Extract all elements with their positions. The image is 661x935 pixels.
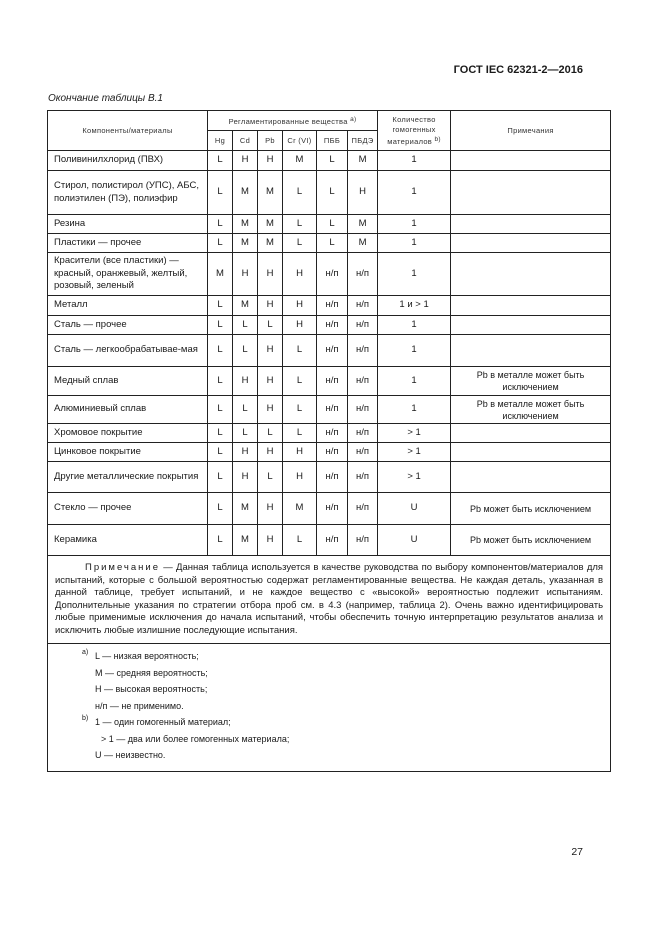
row-note: [451, 151, 611, 171]
substance-value: H: [283, 316, 317, 335]
footnote-a-line: H — высокая вероятность;: [95, 684, 208, 694]
component-name: Стирол, полистирол (УПС), АБС, полиэтилен (ПЭ), полиэфир: [48, 171, 208, 215]
substance-value: L: [208, 335, 233, 367]
footnote-b-line: U — неизвестно.: [95, 750, 166, 760]
quantity-value: 1: [378, 396, 451, 424]
substance-value: н/п: [317, 316, 348, 335]
table-row: [48, 253, 611, 296]
substance-value: н/п: [317, 462, 348, 493]
substance-value: н/п: [317, 493, 348, 525]
table-row: [48, 396, 611, 424]
component-name: Медный сплав: [48, 367, 208, 396]
component-name: Резина: [48, 215, 208, 234]
table-row: [48, 296, 611, 316]
substance-value: L: [283, 424, 317, 443]
quantity-value: 1: [378, 151, 451, 171]
table-row: [48, 367, 611, 396]
substance-value: L: [208, 493, 233, 525]
row-note: Pb в металле может быть исключением: [451, 367, 611, 396]
row-note: [451, 253, 611, 296]
substance-value: L: [208, 396, 233, 424]
substance-value: L: [208, 234, 233, 253]
quantity-value: U: [378, 493, 451, 525]
substance-value: L: [208, 215, 233, 234]
substance-value: M: [233, 215, 258, 234]
substance-value: M: [258, 215, 283, 234]
substance-value: н/п: [348, 493, 378, 525]
page-number: 27: [571, 846, 583, 858]
quantity-value: 1 и > 1: [378, 296, 451, 316]
header-pb: Pb: [258, 131, 283, 151]
substance-value: H: [258, 296, 283, 316]
substance-value: M: [233, 493, 258, 525]
quantity-value: 1: [378, 215, 451, 234]
component-name: Пластики — прочее: [48, 234, 208, 253]
footnote-b-mark: b): [82, 715, 89, 722]
header-notes: Примечания: [451, 111, 611, 151]
substance-value: L: [283, 335, 317, 367]
row-note: [451, 234, 611, 253]
substance-value: M: [348, 151, 378, 171]
substance-value: H: [233, 462, 258, 493]
substance-value: н/п: [348, 443, 378, 462]
quantity-value: U: [378, 525, 451, 556]
substance-value: L: [208, 171, 233, 215]
substance-value: н/п: [348, 316, 378, 335]
substance-value: н/п: [317, 443, 348, 462]
footnote-a-mark: a): [82, 649, 89, 656]
substance-value: L: [258, 424, 283, 443]
substance-value: H: [258, 253, 283, 296]
substance-value: H: [233, 367, 258, 396]
substance-value: H: [258, 396, 283, 424]
component-name: Другие металлические покрытия: [48, 462, 208, 493]
substance-value: н/п: [317, 335, 348, 367]
row-note: Pb в металле может быть исключением: [451, 396, 611, 424]
footnote-b-line: b) 1 — один гомогенный материал;: [48, 714, 610, 731]
substance-value: L: [233, 424, 258, 443]
component-name: Керамика: [48, 525, 208, 556]
substance-value: H: [233, 253, 258, 296]
substance-value: M: [208, 253, 233, 296]
substance-value: н/п: [348, 396, 378, 424]
row-note: [451, 296, 611, 316]
component-name: Алюминиевый сплав: [48, 396, 208, 424]
table-row: [48, 335, 611, 367]
substance-value: L: [233, 396, 258, 424]
substance-value: H: [258, 493, 283, 525]
table-caption: Окончание таблицы В.1: [48, 93, 163, 104]
substance-value: L: [283, 525, 317, 556]
quantity-value: 1: [378, 253, 451, 296]
table-row: [48, 424, 611, 443]
substance-value: н/п: [317, 396, 348, 424]
header-hg: Hg: [208, 131, 233, 151]
component-name: Цинковое покрытие: [48, 443, 208, 462]
quantity-value: 1: [378, 335, 451, 367]
quantity-value: > 1: [378, 443, 451, 462]
substance-value: L: [317, 234, 348, 253]
table-note: [48, 556, 611, 644]
table-row: [48, 171, 611, 215]
substance-value: L: [208, 525, 233, 556]
footnote-b-line: > 1 — два или более гомогенных материала;: [101, 733, 290, 744]
table-body: [48, 151, 611, 556]
substance-value: L: [283, 234, 317, 253]
footnote-a-line: a) L — низкая вероятность;: [48, 648, 610, 665]
substance-value: L: [317, 215, 348, 234]
note-lead: Примечание: [85, 562, 160, 573]
table-row: [48, 493, 611, 525]
footnote-a-line: M — средняя вероятность;: [95, 667, 208, 678]
substance-value: M: [258, 234, 283, 253]
quantity-value: 1: [378, 367, 451, 396]
quantity-value: 1: [378, 171, 451, 215]
substance-value: M: [283, 493, 317, 525]
header-cd: Cd: [233, 131, 258, 151]
substance-value: L: [208, 443, 233, 462]
substance-value: M: [283, 151, 317, 171]
substance-value: н/п: [348, 367, 378, 396]
component-name: Хромовое покрытие: [48, 424, 208, 443]
row-note: [451, 316, 611, 335]
substance-value: н/п: [317, 367, 348, 396]
substance-value: L: [233, 335, 258, 367]
header-pbde: ПБДЭ: [348, 131, 378, 151]
substance-value: н/п: [317, 253, 348, 296]
footnote-a-line: н/п — не применимо.: [95, 700, 184, 711]
substance-value: H: [348, 171, 378, 215]
component-name: Сталь — легкообрабатывае-мая: [48, 335, 208, 367]
component-name: Красители (все пластики) — красный, оранжевый, желтый, розовый, зеленый: [48, 253, 208, 296]
substance-value: L: [283, 367, 317, 396]
substances-table: [47, 110, 611, 772]
substance-value: H: [233, 443, 258, 462]
substance-value: н/п: [348, 253, 378, 296]
component-name: Стекло — прочее: [48, 493, 208, 525]
header-cr6: Cr (VI): [283, 131, 317, 151]
row-note: [451, 462, 611, 493]
substance-value: L: [208, 424, 233, 443]
component-name: Металл: [48, 296, 208, 316]
substance-value: M: [258, 171, 283, 215]
header-quantity: Количество гомогенных материалов b): [378, 111, 451, 151]
component-name: Поливинилхлорид (ПВХ): [48, 151, 208, 171]
substance-value: H: [258, 151, 283, 171]
table-row: [48, 234, 611, 253]
substance-value: M: [233, 234, 258, 253]
substance-value: L: [258, 316, 283, 335]
document-code: ГОСТ IEC 62321-2—2016: [453, 64, 583, 76]
substance-value: L: [317, 171, 348, 215]
header-regulated: Регламентированные вещества a): [208, 111, 378, 131]
substance-value: L: [283, 171, 317, 215]
substance-value: H: [283, 253, 317, 296]
substance-value: L: [208, 151, 233, 171]
table-row: [48, 316, 611, 335]
substance-value: H: [258, 525, 283, 556]
substance-value: н/п: [348, 525, 378, 556]
component-name: Сталь — прочее: [48, 316, 208, 335]
substance-value: н/п: [348, 462, 378, 493]
substance-value: M: [233, 525, 258, 556]
substance-value: H: [233, 151, 258, 171]
row-note: Pb может быть исключением: [451, 493, 611, 525]
substance-value: H: [258, 367, 283, 396]
note-text: — Данная таблица используется в качестве руководства по выбору компонентов/материалов для испытаний, которые с большой вероятностью содержат регламентированные вещества. Не каждая деталь, указанная в данной таблице, требует испытаний, и не каждое вещество с «высокой» вероятностью подлежит испытаниям. Дополнительные указания по стратегии отбора проб см. в 4.3 (например, таблица 2). Очень важно идентифицировать любые применимые исключения до начала испытаний, чтобы обеспечить точную интерпретацию результатов анализа и исключить любые излишние последующие испытания.: [55, 562, 604, 636]
row-note: [451, 335, 611, 367]
substance-value: н/п: [317, 296, 348, 316]
substance-value: L: [317, 151, 348, 171]
substance-value: L: [208, 367, 233, 396]
table-row: [48, 215, 611, 234]
substance-value: н/п: [317, 424, 348, 443]
substance-value: H: [283, 296, 317, 316]
substance-value: L: [258, 462, 283, 493]
substance-value: M: [348, 215, 378, 234]
table-row: [48, 443, 611, 462]
row-note: [451, 424, 611, 443]
substance-value: L: [208, 316, 233, 335]
substance-value: L: [208, 296, 233, 316]
substance-value: H: [258, 335, 283, 367]
substance-value: L: [283, 215, 317, 234]
table-footnotes: [48, 644, 611, 772]
header-pbb: ПББ: [317, 131, 348, 151]
table-row: [48, 151, 611, 171]
row-note: Pb может быть исключением: [451, 525, 611, 556]
row-note: [451, 443, 611, 462]
table-row: [48, 462, 611, 493]
substance-value: H: [258, 443, 283, 462]
substance-value: M: [233, 296, 258, 316]
substance-value: н/п: [317, 525, 348, 556]
substance-value: н/п: [348, 424, 378, 443]
substance-value: н/п: [348, 296, 378, 316]
substance-value: L: [208, 462, 233, 493]
row-note: [451, 171, 611, 215]
substance-value: L: [283, 396, 317, 424]
substance-value: M: [233, 171, 258, 215]
quantity-value: 1: [378, 234, 451, 253]
substance-value: H: [283, 443, 317, 462]
table-row: [48, 525, 611, 556]
row-note: [451, 215, 611, 234]
quantity-value: > 1: [378, 462, 451, 493]
substance-value: H: [283, 462, 317, 493]
substance-value: L: [233, 316, 258, 335]
quantity-value: > 1: [378, 424, 451, 443]
quantity-value: 1: [378, 316, 451, 335]
substance-value: M: [348, 234, 378, 253]
header-components: Компоненты/материалы: [48, 111, 208, 151]
substance-value: н/п: [348, 335, 378, 367]
